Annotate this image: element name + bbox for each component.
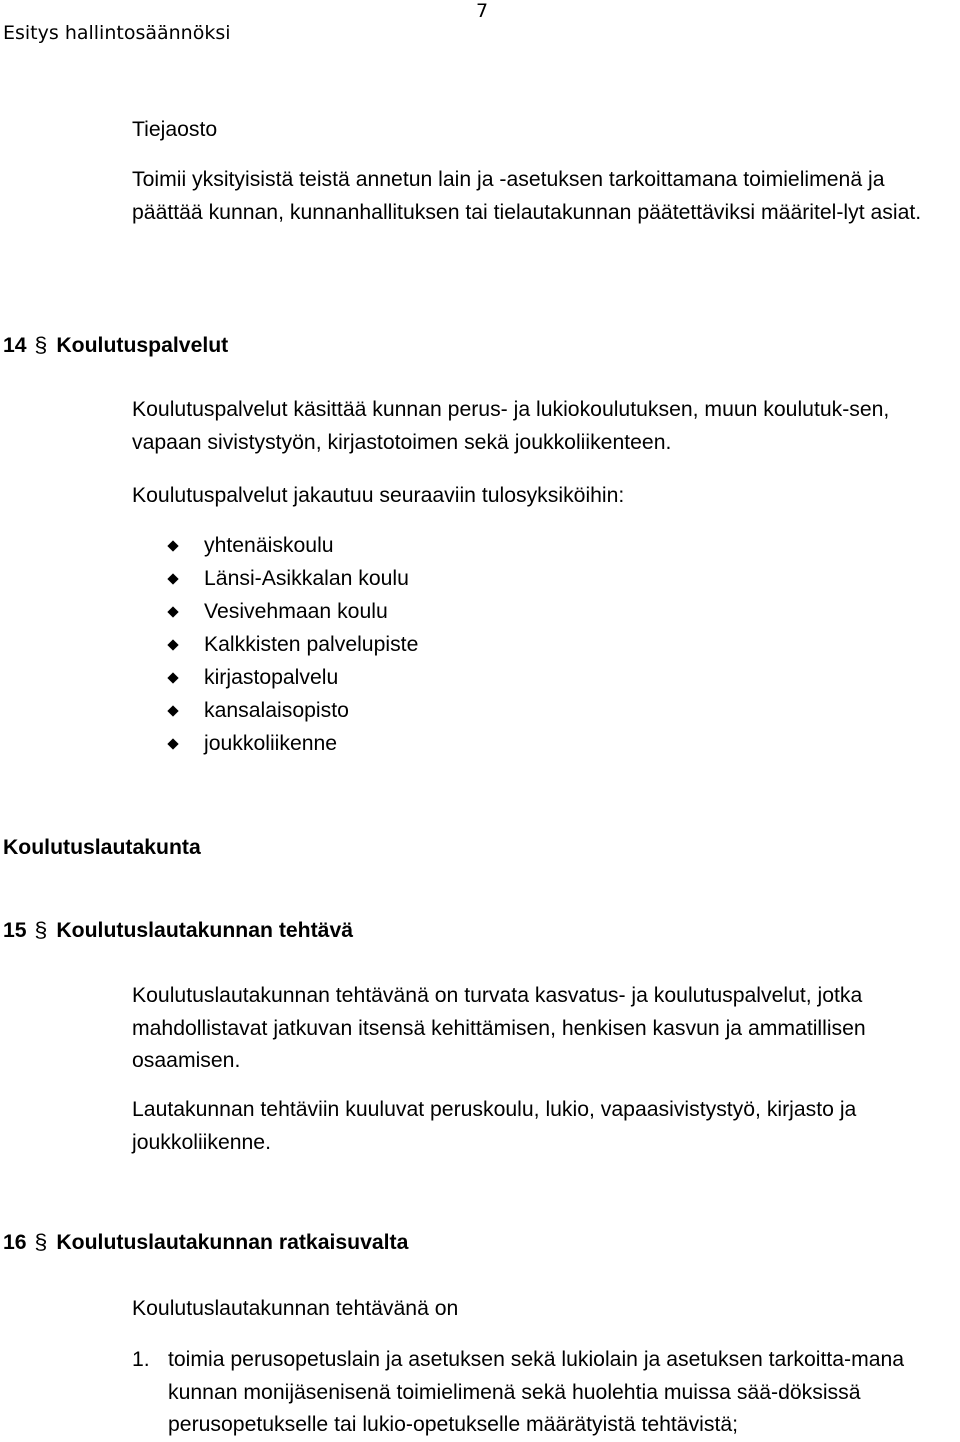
tiejaosto-heading: Tiejaosto: [132, 118, 218, 141]
tiejaosto-text: Toimii yksityisistä teistä annetun lain ja -asetuksen tarkoittamana toimielimenä ja päättää kunnan, kunnanhallituksen tai tielautakunnan päätettäviksi määritel-lyt asiat.: [132, 168, 922, 224]
section-title: Koulutuspalvelut: [56, 334, 229, 357]
item-number: 1.: [132, 1348, 150, 1371]
section-symbol: §: [33, 1231, 47, 1254]
section-number: 15: [3, 919, 27, 942]
section-title: Koulutuslautakunnan tehtävä: [56, 919, 354, 942]
list-item: yhtenäiskoulu: [204, 532, 334, 560]
list-item: kansalaisopisto: [204, 697, 349, 725]
section-15-para-1: Koulutuslautakunnan tehtävänä on turvata kasvatus- ja koulutuspalvelut, jotka mahdollistavat jatkuvan itsensä kehittämisen, henkisen kasvun ja ammatillisen osaamisen.: [132, 984, 866, 1073]
list-item: Kalkkisten palvelupiste: [204, 631, 418, 659]
section-15-heading: [3, 919, 353, 943]
numbered-list-item: [132, 1344, 960, 1442]
lautakunta-heading: Koulutuslautakunta: [3, 836, 201, 859]
section-14-para-1: Koulutuspalvelut käsittää kunnan perus- ja lukiokoulutuksen, muun koulutuk-sen, vapaan sivistystyön, kirjastotoimen sekä joukkoliikenteen.: [132, 398, 890, 454]
section-number: 14: [3, 334, 27, 357]
item-text: toimia perusopetuslain ja asetuksen sekä lukiolain ja asetuksen tarkoitta-mana kunnan monijäsenisenä toimielimenä sekä huolehtia muissa sää-döksissä perusopetukselle tai lukio-opetukselle määrätyistä tehtävistä;: [168, 1348, 905, 1437]
page-number: 7: [476, 0, 489, 22]
list-item: kirjastopalvelu: [204, 664, 338, 692]
section-14-para-2: Koulutuspalvelut jakautuu seuraaviin tulosyksiköihin:: [132, 484, 625, 507]
section-symbol: §: [33, 334, 47, 357]
section-14-heading: [3, 334, 228, 358]
section-16-heading: [3, 1231, 408, 1255]
section-15-para-2: Lautakunnan tehtäviin kuuluvat peruskoulu, lukio, vapaasivistystyö, kirjasto ja joukkoliikenne.: [132, 1098, 857, 1154]
section-symbol: §: [33, 919, 47, 942]
list-item: Länsi-Asikkalan koulu: [204, 565, 409, 593]
running-header-title: Esitys hallintosäännöksi: [3, 22, 231, 44]
list-item: Vesivehmaan koulu: [204, 598, 388, 626]
section-number: 16: [3, 1231, 27, 1254]
section-16-intro: Koulutuslautakunnan tehtävänä on: [132, 1297, 459, 1320]
list-item: joukkoliikenne: [204, 730, 337, 758]
section-title: Koulutuslautakunnan ratkaisuvalta: [56, 1231, 409, 1254]
